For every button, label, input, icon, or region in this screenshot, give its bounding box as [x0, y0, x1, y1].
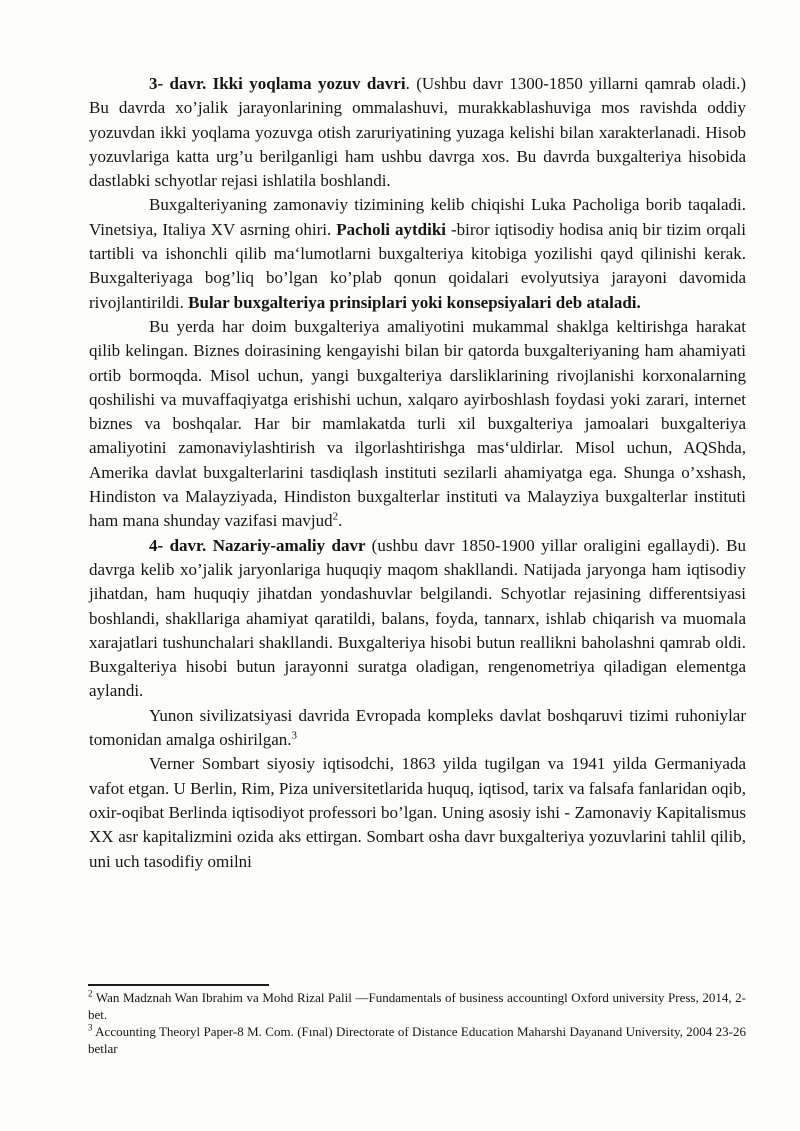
text-run-bold: Bular buxgalteriya prinsiplari yoki konsepsiyalari deb ataladi. [188, 292, 641, 312]
footnote-reference-2: 2 [332, 510, 339, 523]
paragraph-period-3 [89, 72, 746, 193]
body-text [89, 72, 746, 874]
paragraph-practice [89, 315, 746, 534]
footnote-marker: 3 [88, 1022, 93, 1033]
text-run-bold: Pacholi aytdiki [336, 219, 446, 239]
text-run-bold: 4- davr. Nazariy-amaliy davr [149, 535, 372, 555]
footnote-text: Wan Madznah Wan Ibrahim va Mohd Rizal Palil —Fundamentals of business accountingl Oxford university Press, 2014, 2-bet. [88, 990, 746, 1022]
paragraph-greek [89, 704, 746, 753]
text-run: -biror iqtisodiy hodisa aniq bir tizim orqali tartibli va ishonchli qilib ma‘lumotlarni buxgalteriya kitobiga yozilishi qayd qilinishi kerak. Buxgalteriyaga bog’liq bo’lgan ko’plab qonun qoidalari evolyutsiya jarayoni davomida rivojlantirildi. [89, 219, 746, 312]
footnote-reference-3: 3 [291, 729, 298, 742]
text-run: Yunon sivilizatsiyasi davrida Evropada kompleks davlat boshqaruvi tizimi ruhoniylar tomonidan amalga oshirilgan. [89, 705, 746, 750]
paragraph-pacholi [89, 193, 746, 314]
paragraph-sombart [89, 752, 746, 873]
footnote-3 [88, 1023, 746, 1057]
text-run: . [338, 511, 343, 531]
text-run: . (Ushbu davr 1300-1850 yillarni qamrab oladi.) Bu davrda xo’jalik jarayonlarining ommalashuvi, murakkablashuviga mos ravishda oddiy yozuvdan ikki yoqlama yozuvga otish zaruriyatining yuzaga kelishi bilan xarakterlanadi. Hisob yozuvlariga katta urg’u berilganligi ham ushbu davrga xos. Bu davrda buxgalteriya hisobida dastlabki schyotlar rejasi ishlatila boshlandi. [89, 74, 746, 191]
text-run: (ushbu davr 1850-1900 yillar oraligini egallaydi). Bu davrga kelib xo’jalik jaryonlariga huquqiy maqom shakllandi. Natijada jaryonga ham iqtisodiy jihatdan, ham huquqiy jihatdan yondashuvlar belgilandi. Schyotlar rejasining differentsiyasi boshlandi, shakllariga ahamiyat qaratildi, balans, foyda, tannarx, ishlab chiqarish va muomala xarajatlari tushunchalari shakllandi. Buxgalteriya hisobi butun reallikni baholashni qamrab oldi. Buxgalteriya hisobi butun jarayonni suratga oladigan, rengenometriya qiladigan elementga aylandi. [89, 535, 746, 701]
footnote-2 [88, 989, 746, 1023]
paragraph-period-4 [89, 534, 746, 704]
text-run: Buxgalteriyaning zamonaviy tizimining kelib chiqishi Luka Pacholiga borib taqaladi. Vinetsiya, Italiya XV asrning ohiri. [89, 195, 746, 239]
footnote-separator [88, 984, 269, 986]
text-run: Verner Sombart siyosiy iqtisodchi, 1863 yilda tugilgan va 1941 yilda Germaniyada vafot etgan. U Berlin, Rim, Piza universitetlarida huquq, iqtisod, tarix va falsafa fanlaridan oqib, oxir-oqibat Berlinda iqtisodiyot professori bo’lgan. Uning asosiy ishi - Zamonaviy Kapitalismus XX asr kapitalizmini ozida aks ettirgan. Sombart osha davr buxgalteriya yozuvlarini tahlil qilib, uni uch tasodifiy omilni [89, 754, 746, 871]
text-run: Bu yerda har doim buxgalteriya amaliyotini mukammal shaklga keltirishga harakat qilib kelingan. Biznes doirasining kengayishi bilan bir qatorda buxgalteriyaning ham ahamiyati ortib bormoqda. Misol uchun, yangi buxgalteriya darsliklarining rivojlanishi korxonalarning qoshilishi va muvaffaqiyatga erishishi uchun, xalqaro ayirboshlash foydasi yoki zarari, internet biznes va boshqalar. Har bir mamlakatda turli xil buxgalteriya jamoalari buxgalteriya amaliyotini zamonaviylashtirish va ilgorlashtirishga mas‘uldirlar. Misol uchun, AQShda, Amerika davlat buxgalterlarini tasdiqlash instituti sezilarli ahamiyatga ega. Shunga o’xshash, Hindiston va Malayziyada, Hindiston buxgalterlar instituti va Malayziya buxgalterlar instituti ham mana shunday vazifasi mavjud [89, 316, 746, 531]
footnotes-section [88, 989, 746, 1057]
footnote-marker: 2 [88, 988, 93, 999]
text-run-bold: 3- davr. Ikki yoqlama yozuv davri [149, 74, 406, 93]
footnote-text: Accounting Theoryl Paper-8 M. Com. (Fınal) Directorate of Distance Education Maharshi Dayanand University, 2004 23-26 betlar [88, 1024, 746, 1056]
